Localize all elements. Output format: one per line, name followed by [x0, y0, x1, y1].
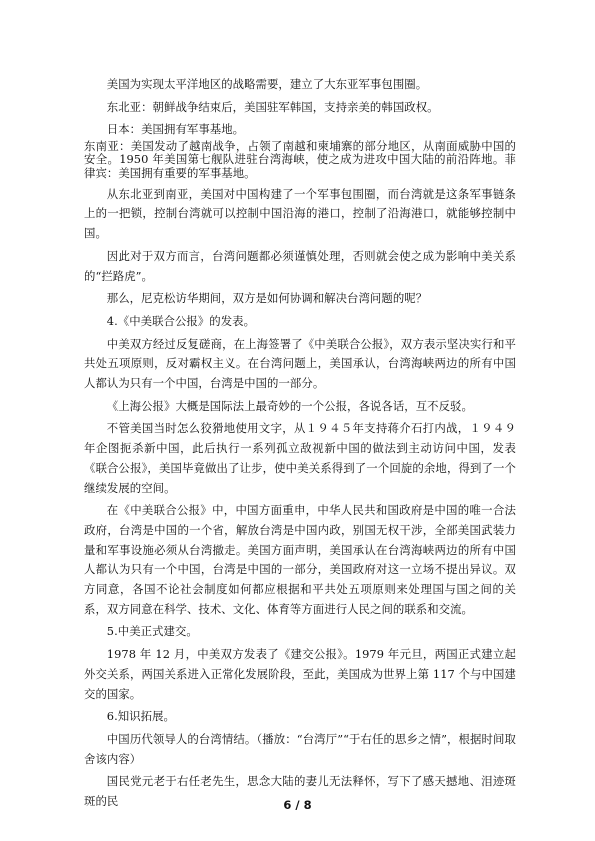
paragraph-northeast-asia: 东北亚：朝鲜战争结束后，美国驻军韩国，支持亲美的韩国政权。 — [106, 99, 439, 114]
section-heading-joint-communique: 4.《中美联合公报》的发表。 — [106, 313, 256, 328]
paragraph-establishment: 1978 年 12 月，中美双方发表了《建交公报》。1979 年元旦，两国正式建立起外交关系，两国关系进入正常化发展阶段，至此，美国成为世界上第 117 个与中国建交的国家。 — [84, 647, 516, 701]
page-number: 6 / 8 — [283, 798, 312, 812]
paragraph-question: 那么，尼克松访华期间，双方是如何协调和解决台湾问题的呢？ — [106, 291, 428, 306]
section-heading-diplomatic-relations: 5.中美正式建交。 — [106, 624, 198, 639]
paragraph-military-chain: 从东北亚到南亚，美国对中国构建了一个军事包围圈，而台湾就是这条军事链条上的一把锁，控制台湾就可以控制中国沿海的港口，控制了沿海港口，就能够控制中国。 — [84, 186, 516, 241]
paragraph-communique-content: 在《中美联合公报》中，中国方面重申，中华人民共和国政府是中国的唯一合法政府，台湾是中国的一个省，解放台湾是中国内政，别国无权干涉，全部美国武装力量和军事设施必须从台湾撤走。美国方面声明，美国承认在台湾海峡两边的所有中国人都认为只有一个中国，台湾是中国的一部分，美国政府对这一立场不提出异议。双方同意，各国不论社会制度如何都应根据和平共处五项原则来处理国与国之间的关系，双方同意在科学、技术、文化、体育等方面进行人民之间的联系和交流。 — [84, 503, 516, 616]
paragraph-yu-youren: 国民党元老于右任老先生，思念大陆的妻儿无法释怀，写下了感天撼地、泪迹斑斑的民 — [84, 774, 516, 809]
paragraph-shanghai-signing: 中美双方经过反复磋商，在上海签署了《中美联合公报》，双方表示坚决实行和平共处五项原则，反对霸权主义。在台湾问题上，美国承认，台湾海峡两边的所有中国人都认为只有一个中国，台湾是中国的一部分。 — [84, 336, 516, 391]
body-text — [84, 75, 516, 812]
paragraph-southeast-asia: 东南亚：美国发动了越南战争，占领了南越和柬埔寨的部分地区，从南面威胁中国的安全。1950 年美国第七舰队进驻台湾海峡，使之成为进攻中国大陆的前沿阵地。菲律宾：美国拥有重要的军事基地。 — [84, 139, 516, 180]
paragraph-taiwan-issue: 因此对于双方而言，台湾问题都必须谨慎处理，否则就会使之成为影响中美关系的“拦路虎”。 — [84, 248, 516, 283]
paragraph-shanghai-communique: 《上海公报》大概是国际法上最奇妙的一个公报，各说各话，互不反驳。 — [106, 398, 473, 413]
paragraph-leaders-taiwan: 中国历代领导人的台湾情结。（播放：“台湾厅”“于右任的思乡之情”，根据时间取舍该内容） — [84, 732, 516, 766]
paragraph-encirclement: 美国为实现太平洋地区的战略需要，建立了大东亚军事包围圈。 — [106, 77, 428, 91]
section-heading-knowledge-extension: 6.知识拓展。 — [106, 709, 175, 724]
paragraph-us-concession: 不管美国当时怎么狡猾地使用文字，从１９４５年支持蒋介石打内战，１９４９年企图扼杀新中国，此后执行一系列孤立敌视新中国的做法到主动访问中国，发表《联合公报》，美国毕竟做出了让步，使中美关系得到了一个回旋的余地，得到了一个继续发展的空间。 — [84, 421, 516, 495]
paragraph-japan: 日本：美国拥有军事基地。 — [106, 122, 245, 137]
